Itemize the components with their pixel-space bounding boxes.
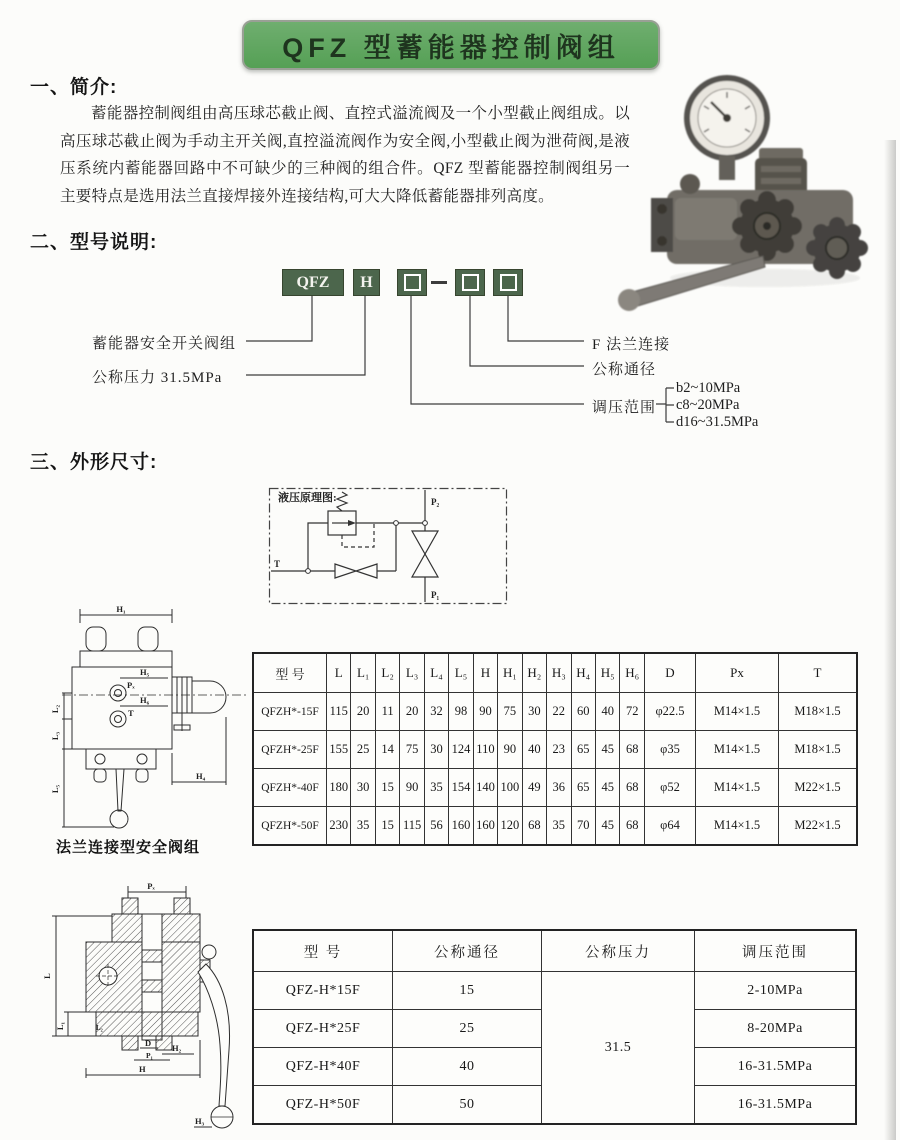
dim-h6: H₆ (140, 695, 150, 705)
table-cell: 32 (424, 693, 448, 731)
table-cell: M18×1.5 (779, 693, 858, 731)
port-label-p1: P₁ (431, 590, 440, 600)
column-header: H (473, 653, 497, 693)
model-label-valve-group: 蓄能器安全开关阀组 (92, 336, 237, 352)
table-cell: φ64 (645, 807, 696, 846)
column-header: L (327, 653, 351, 693)
table-cell: 90 (498, 731, 522, 769)
model-box-range (397, 269, 427, 296)
column-header: L₁ (351, 653, 375, 693)
table-cell: 72 (620, 693, 645, 731)
shutoff-valve-icon (412, 531, 438, 554)
column-header: L₅ (449, 653, 473, 693)
column-header: H₄ (571, 653, 595, 693)
table-cell: 35 (547, 807, 571, 846)
column-header: L₂ (375, 653, 399, 693)
table-cell: 40 (522, 731, 546, 769)
table-cell: 14 (375, 731, 399, 769)
table-cell: QFZ-H*25F (253, 1010, 393, 1048)
table-cell: 98 (449, 693, 473, 731)
table-row (253, 972, 856, 1010)
section-intro-heading: 一、简介: (30, 77, 118, 98)
drawing1-caption: 法兰连接型安全阀组 (56, 839, 201, 856)
column-header: 公称通径 (393, 930, 542, 972)
section-model-heading: 二、型号说明: (30, 232, 158, 253)
blank-square-icon (462, 274, 479, 291)
dim-l3: L₃ (50, 731, 60, 741)
table-cell: 68 (522, 807, 546, 846)
model-box-connection (493, 269, 523, 296)
table-cell: 65 (571, 769, 595, 807)
column-header: 型 号 (253, 653, 327, 693)
table-cell: M18×1.5 (779, 731, 858, 769)
dim-l2: L₂ (50, 704, 60, 714)
table-cell: φ52 (645, 769, 696, 807)
section-drawing-lever-valve (36, 880, 254, 1138)
table-cell: 90 (400, 769, 424, 807)
table-cell: M14×1.5 (696, 769, 779, 807)
table-cell: 154 (449, 769, 473, 807)
port-label-t: T (274, 559, 281, 569)
table-cell: QFZ-H*15F (253, 972, 393, 1010)
section-dimensions-heading: 三、外形尺寸: (30, 452, 158, 473)
model-dash (431, 281, 447, 284)
table-cell: 230 (327, 807, 351, 846)
table-cell: 155 (327, 731, 351, 769)
scan-edge-artifact (884, 140, 896, 1140)
table-cell: 16-31.5MPa (695, 1086, 857, 1125)
intro-paragraph: 蓄能器控制阀组由高压球芯截止阀、直控式溢流阀及一个小型截止阀组成。以高压球芯截止阀为手动主开关阀,直控溢流阀作为安全阀,小型截止阀为泄荷阀,是液压系统内蓄能器回路中不可缺少的三种阀的组合件。QFZ 型蓄能器控制阀组另一主要特点是选用法兰直接焊接外连接结构,可大大降低蓄能器排列高度。 (60, 105, 630, 205)
model-label-flange: F 法兰连接 (592, 337, 671, 353)
dim-px: Pₓ (147, 881, 155, 891)
table-cell: 40 (595, 693, 619, 731)
table-cell: 8-20MPa (695, 1010, 857, 1048)
pressure-option-b: b2~10MPa (676, 380, 741, 396)
column-header: 调压范围 (695, 930, 857, 972)
port-px: Pₓ (127, 680, 135, 690)
table-cell: QFZ-H*40F (253, 1048, 393, 1086)
table-cell: 25 (393, 1010, 542, 1048)
outline-drawing-flange-valve (50, 605, 255, 833)
header-row (253, 653, 857, 693)
table-cell: 25 (351, 731, 375, 769)
page-title-banner (242, 20, 660, 70)
table-cell: M14×1.5 (696, 693, 779, 731)
table-cell: 15 (375, 769, 399, 807)
table-cell: 115 (400, 807, 424, 846)
dim-h: H (139, 1064, 146, 1074)
table-cell: 65 (571, 731, 595, 769)
model-label-range: 调压范围 (592, 400, 657, 416)
dim-h2: H₂ (172, 1043, 182, 1053)
table-cell: 124 (449, 731, 473, 769)
table-cell: QFZH*-50F (253, 807, 327, 846)
column-header: Px (696, 653, 779, 693)
column-header: 型 号 (253, 930, 393, 972)
table-row (253, 731, 857, 769)
table-cell: 75 (498, 693, 522, 731)
column-header: 公称压力 (542, 930, 695, 972)
table-cell: 35 (351, 807, 375, 846)
dim-l2: L₂ (96, 1024, 103, 1032)
table-cell: QFZ-H*50F (253, 1086, 393, 1125)
table-cell: 180 (327, 769, 351, 807)
table-cell: 36 (547, 769, 571, 807)
blank-square-icon (500, 274, 517, 291)
table-cell: 110 (473, 731, 497, 769)
table-cell: φ35 (645, 731, 696, 769)
header-row (253, 930, 856, 972)
table-cell: 15 (393, 972, 542, 1010)
dim-h5: H₅ (140, 667, 150, 677)
spec-table (252, 929, 857, 1125)
table-cell: 30 (424, 731, 448, 769)
table-cell: 15 (375, 807, 399, 846)
table-cell: 45 (595, 731, 619, 769)
table-cell: 68 (620, 731, 645, 769)
table-cell: 20 (400, 693, 424, 731)
table-cell: 56 (424, 807, 448, 846)
table-cell: M22×1.5 (779, 769, 858, 807)
page-title: QFZ 型蓄能器控制阀组 (282, 32, 620, 63)
hydraulic-schematic (268, 487, 508, 605)
table-cell: 11 (375, 693, 399, 731)
table-cell: 2-10MPa (695, 972, 857, 1010)
table-row (253, 807, 857, 846)
table-cell: 68 (620, 807, 645, 846)
table-cell: 45 (595, 769, 619, 807)
dim-l: L (42, 973, 52, 979)
table-cell: 49 (522, 769, 546, 807)
table-cell: 120 (498, 807, 522, 846)
table-cell: 31.5 (542, 972, 695, 1125)
table-cell: 50 (393, 1086, 542, 1125)
dim-l1: L₁ (55, 1021, 65, 1031)
table-cell: QFZH*-40F (253, 769, 327, 807)
table-cell: QFZH*-25F (253, 731, 327, 769)
table-cell: 75 (400, 731, 424, 769)
table-cell: 68 (620, 769, 645, 807)
dim-d: D (145, 1038, 152, 1048)
table-cell: 40 (393, 1048, 542, 1086)
table-cell: 30 (351, 769, 375, 807)
table-row (253, 693, 857, 731)
table-cell: 35 (424, 769, 448, 807)
table-cell: 100 (498, 769, 522, 807)
pressure-option-d: d16~31.5MPa (676, 414, 759, 430)
dim-p1: P₁ (146, 1051, 153, 1060)
model-box-series: QFZ (282, 269, 344, 296)
table-cell: 16-31.5MPa (695, 1048, 857, 1086)
table-cell: 70 (571, 807, 595, 846)
column-header: H₆ (620, 653, 645, 693)
table-cell: 23 (547, 731, 571, 769)
dim-l5: L₅ (50, 784, 60, 794)
column-header: H₂ (522, 653, 546, 693)
table-cell: M14×1.5 (696, 731, 779, 769)
blank-square-icon (404, 274, 421, 291)
dim-h1: H₁ (116, 605, 126, 614)
pressure-option-c: c8~20MPa (676, 397, 740, 413)
column-header: T (779, 653, 858, 693)
table-row (253, 769, 857, 807)
drain-valve-icon (335, 564, 356, 578)
product-photo (615, 64, 895, 314)
table-cell: M22×1.5 (779, 807, 858, 846)
port-label-p2: P₂ (431, 497, 440, 507)
table-cell: 22 (547, 693, 571, 731)
model-box-pressure: H (353, 269, 380, 296)
schematic-title: 液压原理图: (278, 492, 337, 504)
dim-h3: H₃ (195, 1116, 205, 1126)
table-cell: 30 (522, 693, 546, 731)
model-label-bore: 公称通径 (592, 362, 657, 378)
table-cell: φ22.5 (645, 693, 696, 731)
table-cell: 160 (449, 807, 473, 846)
dimension-table (252, 652, 858, 846)
table-cell: M14×1.5 (696, 807, 779, 846)
model-box-bore (455, 269, 485, 296)
table-cell: 115 (327, 693, 351, 731)
table-cell: 140 (473, 769, 497, 807)
table-cell: 90 (473, 693, 497, 731)
table-cell: QFZH*-15F (253, 693, 327, 731)
column-header: L₃ (400, 653, 424, 693)
column-header: H₃ (547, 653, 571, 693)
table-cell: 160 (473, 807, 497, 846)
column-header: D (645, 653, 696, 693)
table-cell: 20 (351, 693, 375, 731)
column-header: H₁ (498, 653, 522, 693)
table-cell: 45 (595, 807, 619, 846)
port-t: T (128, 708, 134, 718)
column-header: L₄ (424, 653, 448, 693)
column-header: H₅ (595, 653, 619, 693)
model-label-nominal-pressure: 公称压力 31.5MPa (92, 370, 223, 386)
table-cell: 60 (571, 693, 595, 731)
dim-h4: H₄ (196, 771, 206, 781)
